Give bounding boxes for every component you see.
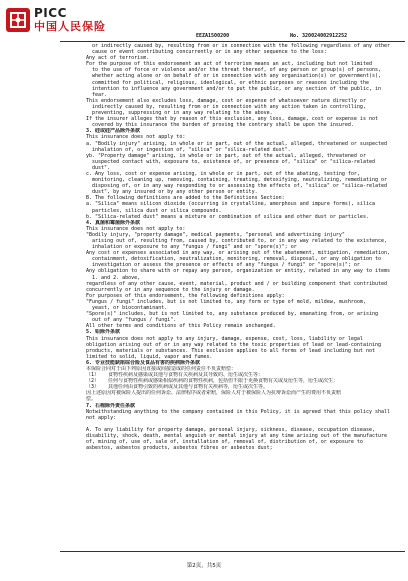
text-line: disability, shock, death, mental anguish or mental injury at any time arising out of the manufacture bbox=[86, 433, 388, 439]
text-line: of, mining of, use of, sale of, installation of, removal of, distribution of, or exposure to bbox=[86, 439, 363, 446]
picc-logo-icon bbox=[6, 8, 30, 32]
text-line: This insurance does not apply to: bbox=[86, 134, 186, 141]
text-line: b. "Silica-related dust" means a mixture or combination of silica and other dust or particles. bbox=[86, 213, 369, 220]
text-line: dust". bbox=[86, 164, 111, 171]
text-line: or indirectly caused by, resulting from or in connection with the following regardless of any other bbox=[86, 43, 391, 49]
page-header bbox=[0, 0, 408, 40]
page-number: 第2页，共5页 bbox=[186, 563, 222, 569]
text-line: Any obligation to share with or repay any person, organization or entity, related in any way to items bbox=[86, 268, 391, 275]
text-line: fear. bbox=[86, 91, 108, 98]
text-line: "Spore(s)" includes, but is not limited to, any substance produced by, emanating from, or arising bbox=[86, 311, 378, 318]
text-line: （2） 任何与食物性疾病或感染相似疾病的食物性疾病，包括但不限于更换食物有关或及衍生等，衍生或次生： bbox=[86, 378, 339, 385]
clause-heading: 4. 真菌和霉菌除外条款 bbox=[86, 219, 141, 226]
text-line: limited to solid, liquid, vapor and fumes. bbox=[86, 353, 213, 360]
text-line: particles, silica dust or silica compounds. bbox=[86, 207, 222, 214]
footer-divider bbox=[60, 551, 405, 552]
text-line: concurrently or in any sequence to the injury or damage. bbox=[86, 286, 255, 293]
text-line: For purposes of this endorsement, the following definitions apply: bbox=[86, 292, 285, 299]
text-line: a. "Silica" means silicon dioxide (occurring in crystalline, amorphous and impure forms), silica bbox=[86, 201, 375, 208]
text-line: a. "Bodily injury" arising, in whole or in part, out of the actual, alleged, threatened or suspected bbox=[86, 140, 388, 147]
text-line: to the use of force or violence and/or the threat thereof, of any person or group(s) of persons, bbox=[86, 67, 382, 74]
text-line: disposing of, or in any way responding to or assessing the effects of, "silica" or "silica-related bbox=[86, 183, 388, 190]
text-line: This insurance does not apply to any injury, damage, expense, cost, loss, liability or legal bbox=[86, 335, 363, 342]
text-line: committed for political, religious, ideological, or ethnic purposes or reasons including the bbox=[86, 79, 369, 86]
text-line: suspected contact with, exposure to, existence of, or presence of, "silica" or "silica-related bbox=[86, 158, 375, 165]
text-line: whether acting alone or on behalf of or in connection with any organisation(s) or government(s), bbox=[86, 73, 382, 80]
text-line: Any act of terrorism. bbox=[86, 55, 150, 62]
text-line: out of any "fungus / fungi". bbox=[86, 317, 177, 324]
text-line: If the insurer alleges that by reason of this exclusion, any loss, damage, cost or expense is not bbox=[86, 116, 378, 123]
text-line: c. Any loss, cost or expense arising, in whole or in part, out of the abating, testing for, bbox=[86, 170, 360, 177]
text-line: A. To any liability for property damage, personal injury, sickness, disease, occupation disease, bbox=[86, 426, 375, 433]
text-line: preventing, suppressing or in any way relating to the above. bbox=[86, 110, 273, 117]
text-line: inhalation or exposure to any "fungus / fungi" and or "spore(s)"; or bbox=[86, 244, 297, 251]
text-line: All other terms and conditions of this Policy remain unchanged. bbox=[86, 323, 276, 330]
text-line: B. The following definitions are added to the Definitions Section: bbox=[86, 195, 285, 202]
clause-heading: 6. 专业技能缺陷综合险及食品有害的疾病除外条款 bbox=[86, 359, 201, 366]
text-line: asbestos, asbestos products, asbestos fibres or asbestos dust; bbox=[86, 445, 273, 452]
text-line: investigation or assess the presence or effects of any "fungus / fungi" or "spore(s)"; or bbox=[86, 262, 360, 269]
text-line: Any cost or expenses associated in any way, or arising out of the abatement, mitigation, remediation, bbox=[86, 250, 391, 257]
text-line: intention to influence any government and/or to put the public, or any section of the public, in bbox=[86, 85, 382, 92]
brand-name-en: PICC bbox=[34, 6, 67, 20]
text-line: For the purpose of this endorsement an act of terrorism means an act, including but not limited bbox=[86, 61, 372, 68]
text-line: obligation arising out of or in any way related to the toxic properties of lead or lead-containing bbox=[86, 341, 382, 348]
clause-heading: 3. 硅或硅产品除外条款 bbox=[86, 128, 141, 135]
text-line: This insurance does not apply to: bbox=[86, 225, 186, 232]
document-number: No. 320024002912252 bbox=[290, 33, 348, 39]
text-line: arising out of, resulting from, caused by, contributed to, or in any way related to the existence, bbox=[86, 238, 388, 244]
text-line: covered by this insurance the burden of proving the contrary shall be upon the insured. bbox=[86, 122, 354, 129]
clause-heading: 5. 铅除外条款 bbox=[86, 329, 121, 336]
text-line: products, materials or substances. This exclusion applies to all forms of lead including but not bbox=[86, 347, 375, 354]
text-line: monitoring, cleaning up, removing, containing, treating, detoxifying, neutralizing, remediating or bbox=[86, 177, 388, 184]
policy-clauses-text bbox=[86, 43, 406, 549]
document-code: EEZA1500200 bbox=[196, 33, 230, 39]
text-line: indirectly caused by, resulting from or in connection with any action taken in controlling, bbox=[86, 103, 366, 110]
text-line: "Fungus / fungi" includes, but is not limited to, any form or type of mold, mildew, mushroom, bbox=[86, 298, 366, 305]
text-line: inhalation of, or ingestion of, "silica" or "silica-related dust". bbox=[86, 146, 291, 153]
text-line: Notwithstanding anything to the company contained in this Policy, it is agreed that this policy shall bbox=[86, 408, 391, 415]
text-line: dust", by any insured or by any other person or entity. bbox=[86, 189, 258, 196]
text-line: 因上述原因对被保险人提出的任何诉讼、法律程序或者索赔，保险人对于被保险人为抗辩诉讼而产生的费用不负责赔 bbox=[86, 390, 342, 397]
brand-name-cn: 中国人民保险 bbox=[34, 20, 106, 33]
text-line: This endorsement also excludes loss, damage, cost or expense of whatsoever nature directly or bbox=[86, 97, 366, 104]
text-line: containment, detoxification, neutralization, monitoring, removal, disposal, or any obligation to bbox=[86, 256, 382, 263]
text-line: "Bodily injury, "property damage", medical payments, "personal and advertising injury" bbox=[86, 231, 345, 238]
text-line: regardless of any other cause, event, material, product and / or building component that contributed bbox=[86, 280, 388, 287]
text-line: （1） 食物性疾病及感染或其他与食物有关疾病及其导致的、衍生或次生等： bbox=[86, 372, 264, 379]
text-line: 偿。 bbox=[86, 396, 97, 403]
text-line: 本保险合同对于由下列原因直接或间接造成的任何责任不负责赔偿： bbox=[86, 365, 237, 372]
clause-heading: 7. 石棉除外责任条款 bbox=[86, 402, 136, 409]
text-line: yeast, or biocontaminant. bbox=[86, 305, 168, 312]
header-divider bbox=[60, 41, 405, 42]
text-line: （3） 其他任何由食物引致的疾病或及其他与食物有关疾病等，衍生或次生等。 bbox=[86, 384, 269, 391]
text-line: not apply: bbox=[86, 414, 117, 421]
text-line: yb. "Property damage" arising, in whole or in part, out of the actual, alleged, threatened or bbox=[86, 152, 366, 159]
text-line: 1. and 2. above, bbox=[86, 274, 141, 281]
text-line: cause or event contributing concurrently or in any other sequence to the loss: bbox=[86, 49, 327, 56]
